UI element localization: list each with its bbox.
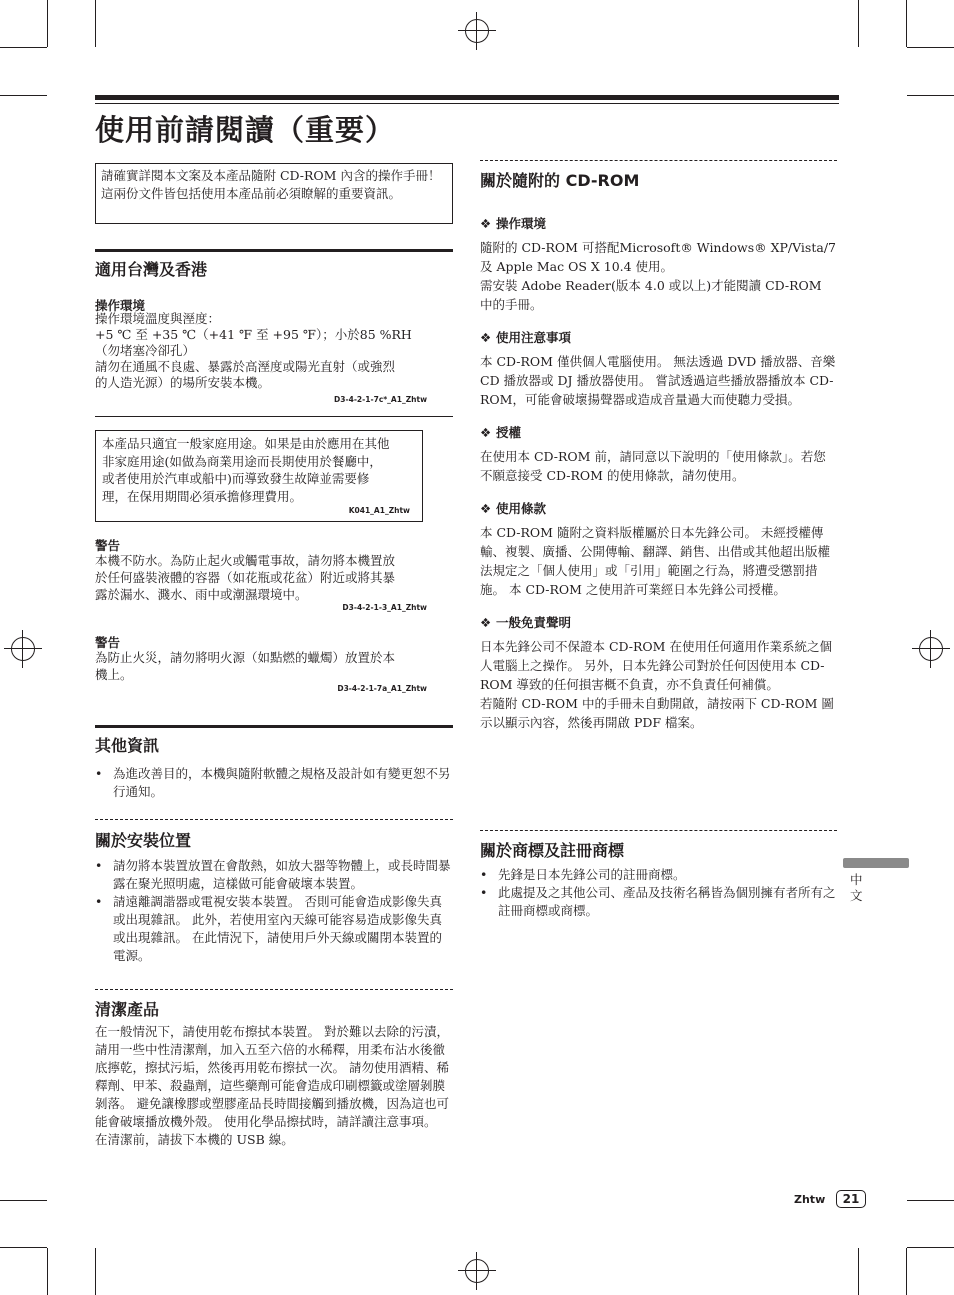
env-line: 操作環境溫度與溼度： — [95, 311, 221, 326]
section-rule — [95, 249, 453, 252]
warning-code: D3-4-2-1-3_A1_Zhtw — [342, 603, 427, 612]
warning-line: 為防止火災，請勿將明火源（如點燃的蠟燭）放置於本 — [95, 650, 396, 665]
crop-mark — [858, 0, 859, 47]
list-item-text: 此處提及之其他公司、產品及技術名稱皆為個別擁有者所有之註冊商標或商標。 — [498, 885, 836, 918]
warning-text — [95, 649, 453, 683]
registration-mark-icon — [458, 1252, 496, 1290]
cdrom-heading: 關於隨附的 CD-ROM — [480, 171, 640, 190]
other-heading: 其他資訊 — [95, 736, 160, 755]
crop-mark — [47, 1248, 48, 1295]
language-tab — [843, 858, 909, 868]
cdrom-paragraph: 若隨附 CD-ROM 中的手冊未自動開啟，請按兩下 CD-ROM 圖示以顯示內容，然後再開啟 PDF 檔案。 — [480, 696, 834, 730]
cdrom-section-title: 授權 — [496, 425, 522, 440]
list-item-text: 先鋒是日本先鋒公司的註冊商標。 — [498, 867, 686, 882]
diamond-icon: ❖ — [480, 501, 492, 516]
home-use-box — [95, 430, 423, 522]
list-item — [95, 765, 453, 801]
cdrom-paragraph: 日本先鋒公司不保證本 CD-ROM 在使用任何適用作業系統之個人電腦上之操作。 另外，日本先鋒公司對於任何因使用本 CD-ROM 導致的任何損害概不負責，亦不負責任何補償。 — [480, 639, 832, 692]
crop-mark — [858, 1248, 859, 1295]
intro-box — [95, 163, 453, 224]
clean-paragraph: 在清潔前，請拔下本機的 USB 線。 — [95, 1132, 294, 1147]
crop-mark — [95, 1248, 96, 1295]
install-list — [95, 857, 453, 965]
dashed-divider — [95, 989, 453, 990]
other-list — [95, 765, 453, 801]
crop-mark — [907, 1247, 954, 1248]
clean-text — [95, 1023, 453, 1149]
trademarks-list — [480, 866, 837, 920]
crop-mark — [907, 47, 954, 48]
cdrom-paragraph: 隨附的 CD-ROM 可搭配Microsoft® Windows® XP/Vista/7及 Apple Mac OS X 10.4 使用。 — [480, 240, 836, 274]
bullet-icon: • — [95, 894, 103, 909]
cdrom-section-title: 使用注意事項 — [496, 330, 572, 345]
warning-line: 於任何盛裝液體的容器（如花瓶或花盆）附近或將其暴 — [95, 570, 396, 585]
registration-mark-icon — [4, 630, 42, 668]
warning-line: 機上。 — [95, 667, 133, 682]
bullet-icon: • — [95, 766, 103, 781]
list-item — [480, 884, 837, 920]
cdrom-paragraph: 需安裝 Adobe Reader(版本 4.0 或以上)才能閱讀 CD-ROM 中的手冊。 — [480, 278, 822, 312]
cdrom-section — [480, 499, 837, 599]
diamond-icon: ❖ — [480, 216, 492, 231]
dashed-divider — [480, 160, 837, 161]
home-use-line: 非家庭用途(如做為商業用途而長期使用於餐廳中， — [102, 453, 382, 469]
section-rule — [95, 725, 453, 728]
crop-mark — [907, 95, 954, 96]
home-use-line: 本產品只適宜一般家庭用途。如果是由於應用在其他 — [102, 436, 390, 451]
clean-paragraph: 在一般情況下，請使用乾布擦拭本裝置。 對於難以去除的污漬，請用一些中性清潔劑，加入五至六倍的水稀釋，用柔布沾水後徹底擰乾，擦拭污垢，然後再用乾布擦拭一次。 請勿使用酒精、稀釋劑、甲苯、殺蟲劑，這些藥劑可能會造成印刷標籤或塗層剝膜剝落。 避免讓橡膠或塑膠產品長時間接觸到播放機，因為這也可能會破壞播放機外殼。 使用化學品擦拭時，請詳讀注意事項。 — [95, 1024, 449, 1129]
page-number: 21 — [836, 1190, 866, 1208]
bullet-icon: • — [95, 858, 103, 873]
diamond-icon: ❖ — [480, 615, 492, 630]
diamond-icon: ❖ — [480, 425, 492, 440]
diamond-icon: ❖ — [480, 330, 492, 345]
home-use-line: 理，在保用期間必須承擔修理費用。 — [102, 488, 303, 504]
crop-mark — [907, 1200, 954, 1201]
page-title: 使用前請閱讀（重要） — [95, 113, 396, 147]
trademarks-heading: 關於商標及註冊商標 — [480, 841, 625, 860]
cdrom-section-title: 一般免責聲明 — [496, 615, 572, 630]
crop-mark — [0, 47, 47, 48]
bullet-icon: • — [480, 867, 488, 882]
crop-mark — [906, 1248, 907, 1295]
title-rule — [95, 95, 839, 100]
home-use-code: K041_A1_Zhtw — [348, 506, 410, 515]
env-text — [95, 311, 453, 391]
intro-text: 請確實詳閱本文案及本產品隨附 CD-ROM 內含的操作手冊！ 這兩份文件皆包括使用本產品前必須瞭解的重要資訊。 — [101, 168, 441, 201]
list-item-text: 為進改善目的，本機與隨附軟體之規格及設計如有變更恕不另行通知。 — [113, 766, 451, 799]
list-item — [480, 866, 837, 884]
dashed-divider — [95, 819, 453, 820]
cdrom-sections — [480, 214, 837, 732]
registration-mark-icon — [912, 630, 950, 668]
env-label: 操作環境 — [95, 298, 146, 313]
cdrom-section — [480, 214, 837, 314]
cdrom-section-title: 使用條款 — [496, 501, 547, 516]
cdrom-paragraph: 本 CD-ROM 隨附之資料版權屬於日本先鋒公司。 未經授權傳輸、複製、廣播、公開傳輸、翻譯、銷售、出借或其他超出版權法規定之「個人使用」或「引用」範圍之行為，將遭受懲罰措施。 本 CD-ROM 之使用許可業經日本先鋒公司授權。 — [480, 525, 831, 597]
env-line: 的人造光源）的場所安裝本機。 — [95, 375, 271, 390]
clean-heading: 清潔產品 — [95, 1000, 160, 1019]
crop-mark — [0, 1247, 47, 1248]
crop-mark — [906, 0, 907, 47]
cdrom-section — [480, 613, 837, 732]
list-item-text: 請遠離調諧器或電視安裝本裝置。 否則可能會造成影像失真或出現雜訊。 此外，若使用室內天線可能容易造成影像失真或出現雜訊。 在此情況下，請使用戶外天線或關閉本裝置的電源。 — [113, 894, 442, 963]
warning-label: 警告 — [95, 635, 121, 650]
crop-mark — [0, 95, 47, 96]
crop-mark — [0, 1200, 47, 1201]
list-item-text: 請勿將本裝置放置在會散熱，如放大器等物體上，或長時間暴露在聚光照明處，這樣做可能會破壞本裝置。 — [113, 858, 451, 891]
cdrom-section — [480, 328, 837, 409]
list-item — [95, 857, 453, 893]
warning-code: D3-4-2-1-7a_A1_Zhtw — [337, 684, 427, 693]
home-use-line: 或者使用於汽車或船中)而導致發生故障並需要修 — [102, 471, 370, 486]
warning-line: 本機不防水。為防止起火或觸電事故，請勿將本機置放 — [95, 553, 396, 568]
install-heading: 關於安裝位置 — [95, 831, 192, 850]
env-line: +5 ℃ 至 +35 ℃（+41 ℉ 至 +95 ℉）；小於85 %RH — [95, 327, 412, 342]
env-line: 請勿在通風不良處、暴露於高溼度或陽光直射（或強烈 — [95, 359, 396, 374]
dashed-divider — [480, 830, 837, 831]
section-divider — [95, 416, 453, 417]
title-rule — [95, 103, 839, 104]
language-tab-label: 中文 — [850, 872, 863, 903]
warning-line: 露於漏水、濺水、雨中或潮濕環境中。 — [95, 587, 308, 602]
cdrom-section — [480, 423, 837, 485]
bullet-icon: • — [480, 885, 488, 900]
taiwan-heading: 適用台灣及香港 — [95, 260, 208, 279]
registration-mark-icon — [458, 12, 496, 50]
cdrom-section-title: 操作環境 — [496, 216, 547, 231]
warning-text — [95, 552, 453, 603]
crop-mark — [95, 0, 96, 47]
crop-mark — [47, 0, 48, 47]
env-code: D3-4-2-1-7c*_A1_Zhtw — [334, 395, 427, 404]
cdrom-paragraph: 本 CD-ROM 僅供個人電腦使用。 無法透過 DVD 播放器、音樂 CD 播放器或 DJ 播放器使用。 嘗試透過這些播放器播放本 CD-ROM，可能會破壞揚聲器或造成音量過大而使聽力受損。 — [480, 354, 836, 407]
footer-language: Zhtw — [794, 1193, 826, 1206]
list-item — [95, 893, 453, 965]
cdrom-paragraph: 在使用本 CD-ROM 前，請同意以下說明的「使用條款」。若您不願意接受 CD-ROM 的使用條款，請勿使用。 — [480, 449, 826, 483]
env-line: （勿堵塞冷卻孔） — [95, 343, 196, 358]
warning-label: 警告 — [95, 538, 121, 553]
